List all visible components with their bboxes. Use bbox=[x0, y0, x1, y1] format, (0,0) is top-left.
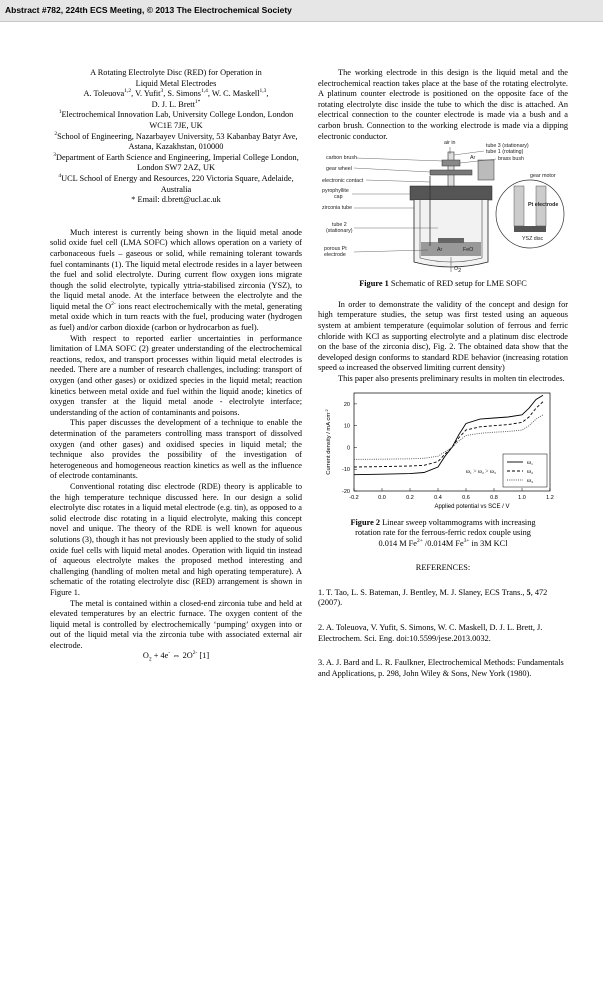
label-tube2: tube 2 bbox=[332, 222, 347, 229]
affiliation-3: $^3$Department of Earth Science and Engineering, Imperial College London, London SW7 2AZ, UK bbox=[53, 151, 299, 173]
x-tick-label: 0.2 bbox=[406, 494, 414, 501]
authors-line-2: D. J. L. Brett$^{1*}$ bbox=[151, 99, 201, 109]
legend-note: ω₁ > ω₂ > ω₃ bbox=[466, 468, 496, 475]
ysz-disc bbox=[438, 238, 464, 243]
paragraph-1: Much interest is currently being shown in the liquid metal anode solid oxide fuel cell (LMA SOFC) which allows operation on a variety of carbonaceous fuels – gaseous or solid, while remaining tolerant towards fuel contaminants (1). The liquid metal electrode resides in a layer between the fuel and solid electrolyte. During current flow oxygen ions migrate though the solid electrolyte, typically yttria-stabilised zirconia (YSZ), to the liquid metal anode. At the interface between the electrolyte and the liquid metal the $O^{2-}$ ions react electrochemically with the metal, generating metal oxide which in turn reacts with the fuel, producing water (hydrogen as fuel) and/or carbon dioxide (carbon or hydrocarbon as fuel). bbox=[50, 227, 302, 333]
gear-wheel bbox=[430, 170, 472, 175]
label-electrode: electrode bbox=[324, 252, 346, 259]
right-paragraph-3: This paper also presents preliminary results in molten tin electrodes. bbox=[338, 373, 565, 383]
equation-1: $O_2 + 4e^-$ ⇔ $2O^{2-}$ [1] bbox=[142, 650, 210, 664]
legend-label: ω₃ bbox=[527, 477, 534, 484]
x-tick-label: 1.0 bbox=[518, 494, 526, 501]
paragraph-3: This paper discusses the development of a technique to enable the determination of the parameters controlling mass transport of dissolved oxygen (and other gases) and oxidised species in liquid metal; the technique also provides the possibility of the investigation of heterogeneous and homogeneous reaction kinetics as well as the influence of electrode contaminants. bbox=[50, 418, 302, 481]
left-column bbox=[50, 68, 302, 662]
x-tick-label: -0.2 bbox=[349, 494, 359, 501]
series-line-3 bbox=[354, 414, 543, 459]
x-tick-label: 0.4 bbox=[434, 494, 442, 501]
x-axis-label: Applied potential vs SCE / V bbox=[434, 503, 510, 510]
paragraph-5: The metal is contained within a closed-end zirconia tube and held at elevated temperatures by an electric furnace. The oxygen content of the liquid metal is controlled by electrochemically ‘pumping’ oxygen into or out of the liquid metal via the zirconia tube with associated external air electrode. bbox=[50, 598, 302, 650]
right-column bbox=[318, 68, 568, 679]
title-line-1: A Rotating Electrolyte Disc (RED) for Operation in bbox=[90, 68, 262, 77]
label-pyrophyllite: pyrophyllite bbox=[322, 188, 349, 195]
label-gear-motor: gear motor bbox=[530, 173, 556, 180]
label-electronic-contact: electronic contact bbox=[322, 178, 364, 185]
affiliation-2: $^2$School of Engineering, Nazarbayev University, 53 Kabanbay Batyr Ave, Astana, Kazakhstan, 010000 bbox=[54, 130, 298, 152]
voltammogram-svg bbox=[318, 387, 568, 515]
label-cap: cap bbox=[334, 194, 343, 201]
authors: A. Toleuova$^{1,2}$, V. Yufit$^3$, S. Simons$^{1,4}$, W. C. Maskell$^{1,3}$, bbox=[83, 88, 269, 99]
y-tick-label: 10 bbox=[343, 423, 350, 430]
title-line-2: Liquid Metal Electrodes bbox=[135, 78, 217, 88]
brass-bush bbox=[442, 160, 460, 166]
label-air-in: air in bbox=[444, 140, 456, 147]
reference-1: 1. T. Tao, L. S. Bateman, J. Bentley, M. J. Slaney, ECS Trans., 5, 472 (2007). bbox=[318, 587, 548, 608]
y-tick-label: 0 bbox=[346, 444, 350, 451]
right-body-2 bbox=[318, 300, 568, 385]
right-paragraph-2: In order to demonstrate the validity of the concept and design for high temperature studies, the setup was first tested using an aqueous system at ambient temperature (equimolar solution of ferrous and ferric chloride with KCl as supporting electrolyte and a platinum disc electrode on the base of the zirconia disc), Fig. 2. The obtained data show that the developed design conforms to standard RDE behavior (increasing rotation speed ω increased the observed limiting current density) bbox=[318, 299, 568, 373]
paragraph-4: Conventional rotating disc electrode (RDE) theory is applicable to the high temperature technique discussed here. In our design a solid electrolyte disc rotates in a liquid metal electrode (e.g. tin), as opposed to a solid electrode disc rotating in a liquid electrolyte, making this concept novel and unique. The theory of the RDE is well known for aqueous solutions (3), though it has not previously been applied to the study of solid oxide fuel cells with liquid metal anodes. Operation with liquid tin instead of aqueous electrolyte makes the proposed method interesting and challenging (handling of molten metal and high operating temperature). A schematic of the rotating electrolyte disc (RED) arrangement is shown in Figure 1. bbox=[50, 481, 302, 597]
y-axis-label: Current density / mA $cm^{-2}$ bbox=[324, 408, 332, 475]
label-o2: $O_2$ bbox=[454, 266, 462, 275]
schematic-drawing bbox=[318, 146, 568, 276]
gear-motor bbox=[478, 160, 494, 180]
zirconia-tube bbox=[414, 200, 488, 267]
y-tick-label: -10 bbox=[342, 466, 350, 473]
paper-title bbox=[50, 68, 302, 206]
y-tick-label: 20 bbox=[343, 401, 350, 408]
label-ar: Ar bbox=[470, 155, 476, 162]
body-left bbox=[50, 228, 302, 662]
figure-1-caption: Figure 1 Schematic of RED setup for LME SOFC bbox=[359, 279, 527, 289]
legend-box bbox=[503, 454, 547, 487]
banner-text: Abstract #782, 224th ECS Meeting, © 2013 The Electrochemical Society bbox=[5, 5, 292, 15]
figure-2-caption: Figure 2 Linear sweep voltammograms with increasing rotation rate for the ferrous-ferric redox couple using 0.014 M $Fe^{2+}$ /0.014M $Fe^{3+}$ in 3M KCl bbox=[350, 517, 536, 548]
label-tube3: tube 3 (stationary) bbox=[486, 143, 529, 150]
label-gear-wheel: gear wheel bbox=[326, 166, 352, 173]
paragraph-2: With respect to reported earlier uncertainties in performance limitation of LMA SOFC (2) greater understanding of the electrochemical reactions, redox, and transport processes within liquid metal electrodes is needed. There are a number of research challenges, including: transport of oxygen (and other gases) or oxidized species in the liquid metal; reaction kinetics between metal oxide and fuel within the liquid anode; kinetics of oxygen transfer at the liquid metal anode - electrolyte interface; understanding of the action of contaminants and poisons. bbox=[50, 333, 302, 417]
label-porous-pt: porous Pt bbox=[324, 246, 347, 253]
y-tick-label: -20 bbox=[342, 488, 350, 495]
label-tube1: tube 1 (rotating) bbox=[486, 149, 524, 156]
reference-3: 3. A. J. Bard and L. R. Faulkner, Electrochemical Methods: Fundamentals and Applications, p. 298, John Wiley & Sons, New York (1980). bbox=[318, 658, 564, 678]
x-tick-label: 0.6 bbox=[462, 494, 470, 501]
figure-1-schematic bbox=[318, 140, 568, 276]
label-carbon-brush: carbon brush bbox=[326, 155, 357, 162]
label-ysz-disc: YSZ disc bbox=[522, 236, 544, 243]
header-banner bbox=[0, 0, 603, 22]
x-tick-label: 0.8 bbox=[490, 494, 498, 501]
reference-2: 2. A. Toleuova, V. Yufit, S. Simons, W. C. Maskell, D. J. L. Brett, J. Electrochem. Sci. Eng. doi:10.5599/jese.2013.0032. bbox=[318, 623, 543, 643]
label-brass-bush: brass bush bbox=[498, 156, 524, 163]
email: * Email: d.brett@ucl.ac.uk bbox=[131, 195, 221, 205]
label-stationary: (stationary) bbox=[326, 228, 353, 235]
label-zirconia-tube: zirconia tube bbox=[322, 205, 353, 212]
pyrophyllite-cap bbox=[410, 186, 492, 200]
x-tick-label: 0.0 bbox=[378, 494, 386, 501]
legend-label: ω₂ bbox=[527, 468, 534, 475]
figure-2-chart bbox=[318, 387, 568, 515]
x-tick-label: 1.2 bbox=[546, 494, 554, 501]
right-paragraph-1: The working electrode in this design is the liquid metal and the electrochemical reaction takes place at the base of the rotating electrolyte. A platinum counter electrode is positioned on the opposite face of the rotating electrolyte disc inside the tube to which the disc is attached. An electrical connection to the counter electrode is made via a bush and a carbon brush. Connection to the working electrode is made via a dipping electronic conductor. bbox=[318, 68, 568, 141]
label-ar-out: Ar bbox=[437, 247, 443, 254]
affiliation-1: $^1$Electrochemical Innovation Lab, University College London, London WC1E 7JE, UK bbox=[58, 109, 294, 130]
label-pt-electrode: Pt electrode bbox=[528, 202, 559, 209]
legend-label: ω₁ bbox=[527, 459, 534, 466]
label-feo: FeO bbox=[463, 247, 474, 254]
affiliation-4: $^4$UCL School of Energy and Resources, 220 Victoria Square, Adelaide, Australia bbox=[58, 173, 294, 194]
references-heading: REFERENCES: bbox=[415, 563, 471, 573]
